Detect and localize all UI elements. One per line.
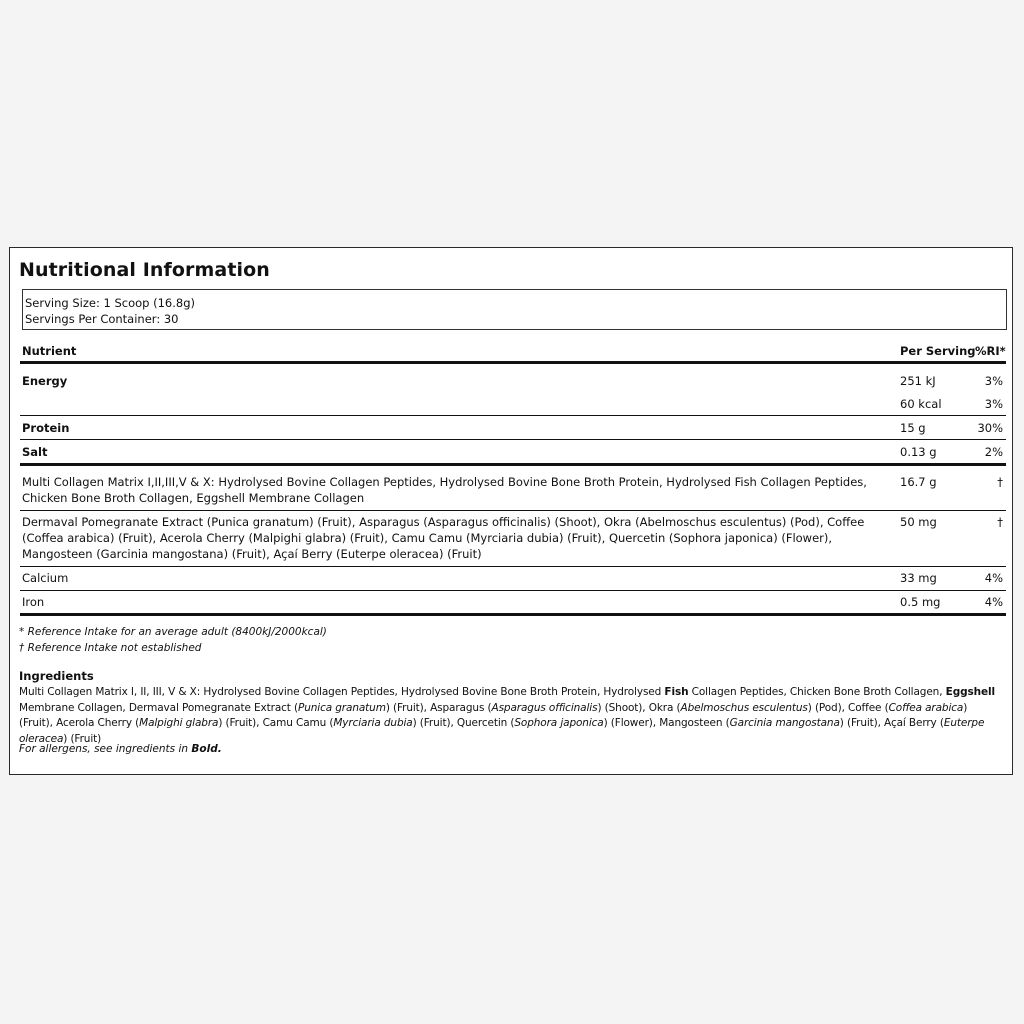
- header-ri: %RI*: [975, 344, 1006, 358]
- row-iron-value: 0.5 mg: [900, 595, 941, 609]
- row-protein-value: 15 g: [900, 421, 926, 435]
- latin-name: Myrciaria dubia: [333, 717, 413, 729]
- ingredient-text: ) (Fruit), Açaí Berry (: [839, 717, 944, 729]
- row-salt-label: Salt: [22, 445, 48, 459]
- ingredient-text: ) (Fruit), Acerola Cherry (: [19, 701, 968, 729]
- allergen-eggshell: Eggshell: [945, 686, 995, 698]
- latin-name: Abelmoschus esculentus: [680, 701, 808, 714]
- row-collagen-ri: †: [997, 475, 1003, 489]
- row-salt-ri: 2%: [984, 445, 1003, 459]
- allergen-note-text: For allergens, see ingredients in: [19, 743, 192, 755]
- ingredient-text: ) (Fruit), Quercetin (: [412, 717, 515, 729]
- nutrition-panel: [9, 247, 1013, 775]
- row-calcium-label: Calcium: [22, 571, 69, 585]
- row-dermaval-ri: †: [997, 515, 1003, 529]
- ingredient-text: Membrane Collagen, Dermaval Pomegranate Extract (: [19, 701, 298, 714]
- servings-per-container: Servings Per Container: 30: [25, 312, 179, 326]
- latin-name: Coffea arabica: [888, 701, 964, 714]
- latin-name: Asparagus officinalis: [491, 701, 598, 714]
- allergen-fish: Fish: [664, 686, 689, 698]
- row-divider: [20, 415, 1006, 416]
- table-bottom-divider: [20, 613, 1006, 616]
- allergen-note: [19, 743, 222, 755]
- row-calcium-ri: 4%: [984, 571, 1003, 585]
- row-collagen-value: 16.7 g: [900, 475, 937, 489]
- ingredient-text: ) (Fruit): [63, 732, 102, 745]
- allergen-note-bold: Bold.: [191, 743, 222, 755]
- section-divider: [20, 463, 1006, 466]
- row-dermaval-label: Dermaval Pomegranate Extract (Punica granatum) (Fruit), Asparagus (Asparagus officinalis) (Shoot), Okra (Abelmoschus esculentus) (Pod), Coffee (Coffea arabica) (Fruit), Acerola Cherry (Malpighi glabra) (Fruit), Camu Camu (Myrciaria dubia) (Fruit), Quercetin (Sophora japonica) (Flower), Mangosteen (Garcinia mangostana) (Fruit), Açaí Berry (Euterpe oleracea) (Fruit): [22, 515, 865, 561]
- row-iron-ri: 4%: [984, 595, 1003, 609]
- row-salt-value: 0.13 g: [900, 445, 937, 459]
- ingredient-text: ) (Fruit), Camu Camu (: [218, 717, 334, 729]
- row-divider: [20, 510, 1006, 511]
- row-protein-ri: 30%: [977, 421, 1003, 435]
- row-protein-label: Protein: [22, 421, 70, 435]
- footnote-not-established: † Reference Intake not established: [19, 642, 202, 654]
- ingredient-text: ) (Pod), Coffee (: [807, 701, 889, 714]
- ingredient-text: Multi Collagen Matrix I, II, III, V & X: Hydrolysed Bovine Collagen Peptides, Hydrolysed Bovine Bone Broth Protein, Hydrolysed: [19, 686, 665, 698]
- latin-name: Sophora japonica: [514, 717, 604, 729]
- row-collagen-label: Multi Collagen Matrix I,II,III,V & X: Hydrolysed Bovine Collagen Peptides, Hydrolysed Bovine Bone Broth Protein, Hydrolysed Fish Collagen Peptides, Chicken Bone Broth Collagen, Eggshell Membrane Collagen: [22, 475, 867, 505]
- header-divider: [20, 361, 1006, 364]
- ingredients-heading: Ingredients: [19, 669, 94, 683]
- ingredients-text: [19, 685, 1004, 747]
- ingredient-text: ) (Shoot), Okra (: [597, 701, 681, 714]
- row-divider: [20, 566, 1006, 567]
- row-iron-label: Iron: [22, 595, 45, 609]
- header-per-serving: Per Serving: [900, 344, 976, 358]
- row-energy-label: Energy: [22, 374, 68, 388]
- row-divider: [20, 439, 1006, 440]
- latin-name: Punica granatum: [298, 701, 386, 714]
- row-dermaval-value: 50 mg: [900, 515, 937, 529]
- latin-name: Malpighi glabra: [139, 717, 219, 729]
- row-divider: [20, 590, 1006, 591]
- row-calcium-value: 33 mg: [900, 571, 937, 585]
- footnote-reference-intake: * Reference Intake for an average adult (8400kJ/2000kcal): [19, 626, 327, 638]
- latin-name: Euterpe oleracea: [19, 717, 985, 745]
- ingredient-text: ) (Fruit), Asparagus (: [385, 701, 492, 714]
- row-energy-kcal: 60 kcal: [900, 397, 942, 411]
- row-energy-kj: 251 kJ: [900, 374, 936, 388]
- row-energy-kj-ri: 3%: [984, 374, 1003, 388]
- latin-name: Garcinia mangostana: [729, 717, 840, 729]
- page-title: Nutritional Information: [19, 259, 270, 281]
- header-nutrient: Nutrient: [22, 344, 77, 358]
- ingredient-text: ) (Flower), Mangosteen (: [603, 717, 730, 729]
- serving-size: Serving Size: 1 Scoop (16.8g): [25, 296, 195, 310]
- ingredient-text: Collagen Peptides, Chicken Bone Broth Collagen,: [688, 686, 946, 698]
- row-energy-kcal-ri: 3%: [984, 397, 1003, 411]
